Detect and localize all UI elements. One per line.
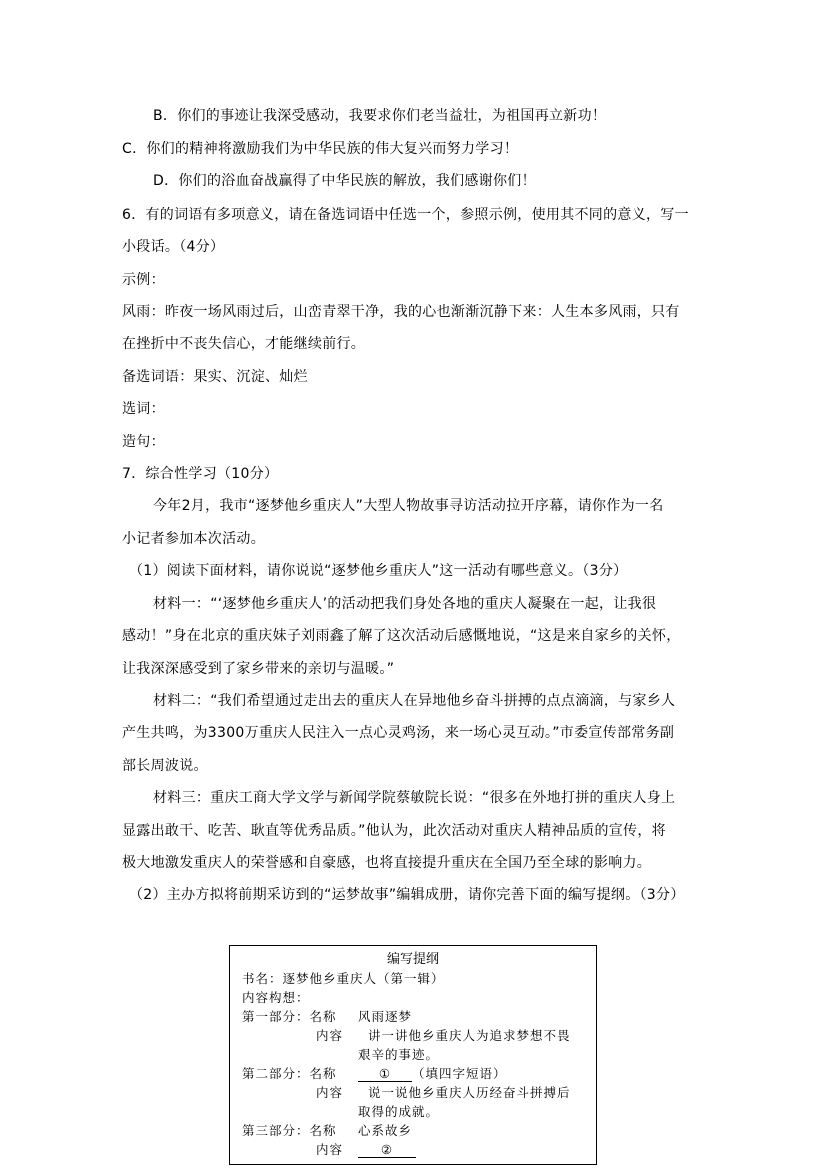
outline-book-title: 书名：逐梦他乡重庆人（第一辑） [242, 971, 445, 986]
material-1-cont: 感动！”身在北京的重庆妹子刘雨鑫了解了这次活动后感慨地说，“这是来自家乡的关怀， [122, 628, 681, 644]
chosen-word-label: 选词： [122, 401, 165, 417]
part2-content: 说一说他乡重庆人历经奋斗拼搏后 [368, 1085, 571, 1100]
q7-intro: 今年2月，我市“逐梦他乡重庆人”大型人物故事寻访活动拉开序幕，请你作为一名 [153, 498, 664, 514]
option-c: C．你们的精神将激励我们为中华民族的伟大复兴而努力学习！ [122, 141, 519, 157]
part2-label: 第二部分：名称 [242, 1066, 337, 1081]
outline-structure: 内容构想： [242, 990, 310, 1005]
example-text-cont: 在挫折中不丧失信心，才能继续前行。 [122, 336, 366, 352]
part2-content-cont: 取得的成就。 [358, 1104, 440, 1119]
q7-part2: （2）主办方拟将前期采访到的“运梦故事”编辑成册，请你完善下面的编写提纲。（3分） [129, 887, 685, 903]
material-3: 材料三：重庆工商大学文学与新闻学院蔡敏院长说：“很多在外地打拼的重庆人身上 [153, 790, 676, 806]
blank-2[interactable]: ② [358, 1143, 416, 1158]
question-6-cont: 小段话。（4分） [122, 239, 225, 255]
part3-name: 心系故乡 [358, 1123, 413, 1138]
material-1-end: 让我深深感受到了家乡带来的亲切与温暖。” [122, 661, 395, 677]
q7-intro-cont: 小记者参加本次活动。 [122, 531, 265, 547]
option-b: B．你们的事迹让我深受感动，我要求你们老当益壮，为祖国再立新功！ [153, 108, 607, 124]
part2-name-blank-row [358, 1066, 507, 1082]
material-1: 材料一：“‘逐梦他乡重庆人’的活动把我们身处各地的重庆人凝聚在一起，让我很 [153, 596, 657, 612]
option-d: D．你们的浴血奋战赢得了中华民族的解放，我们感谢你们！ [153, 173, 536, 189]
part1-name: 风雨逐梦 [358, 1009, 413, 1024]
writing-outline-box [229, 945, 597, 1165]
sentence-label: 造句： [122, 434, 165, 450]
part3-label: 第三部分：名称 [242, 1123, 337, 1138]
blank-1[interactable]: ① [358, 1067, 412, 1082]
material-2: 材料二：“我们希望通过走出去的重庆人在异地他乡奋斗拼搏的点点滴滴，与家乡人 [153, 693, 676, 709]
example-label: 示例： [122, 272, 165, 288]
part3-content-label: 内容 [316, 1142, 344, 1157]
candidate-words: 备选词语：果实、沉淀、灿烂 [122, 369, 308, 385]
part1-content-label: 内容 [316, 1028, 344, 1043]
example-text: 风雨：昨夜一场风雨过后，山峦青翠干净，我的心也渐渐沉静下来：人生本多风雨，只有 [122, 304, 680, 320]
part1-label: 第一部分：名称 [242, 1009, 337, 1024]
part1-content-cont: 艰辛的事迹。 [358, 1047, 440, 1062]
part3-content-blank-row [358, 1142, 416, 1158]
question-7: 7．综合性学习（10分） [122, 466, 279, 482]
part1-content: 讲一讲他乡重庆人为追求梦想不畏 [368, 1028, 571, 1043]
material-2-cont: 产生共鸣，为3300万重庆人民注入一点心灵鸡汤，来一场心灵互动。”市委宣传部常务副 [122, 725, 675, 741]
part2-content-label: 内容 [316, 1085, 344, 1100]
material-3-end: 极大地激发重庆人的荣誉感和自豪感，也将直接提升重庆在全国乃至全球的影响力。 [122, 855, 652, 871]
material-3-cont: 显露出敢干、吃苦、耿直等优秀品质。”他认为，此次活动对重庆人精神品质的宣传，将 [122, 823, 666, 839]
blank-1-hint: （填四字短语） [412, 1066, 507, 1081]
outline-title: 编写提纲 [386, 952, 439, 967]
question-6: 6．有的词语有多项意义，请在备选词语中任选一个，参照示例，使用其不同的意义，写一 [122, 207, 689, 223]
q7-part1: （1）阅读下面材料，请你说说“逐梦他乡重庆人”这一活动有哪些意义。（3分） [129, 563, 628, 579]
material-2-end: 部长周波说。 [122, 758, 208, 774]
